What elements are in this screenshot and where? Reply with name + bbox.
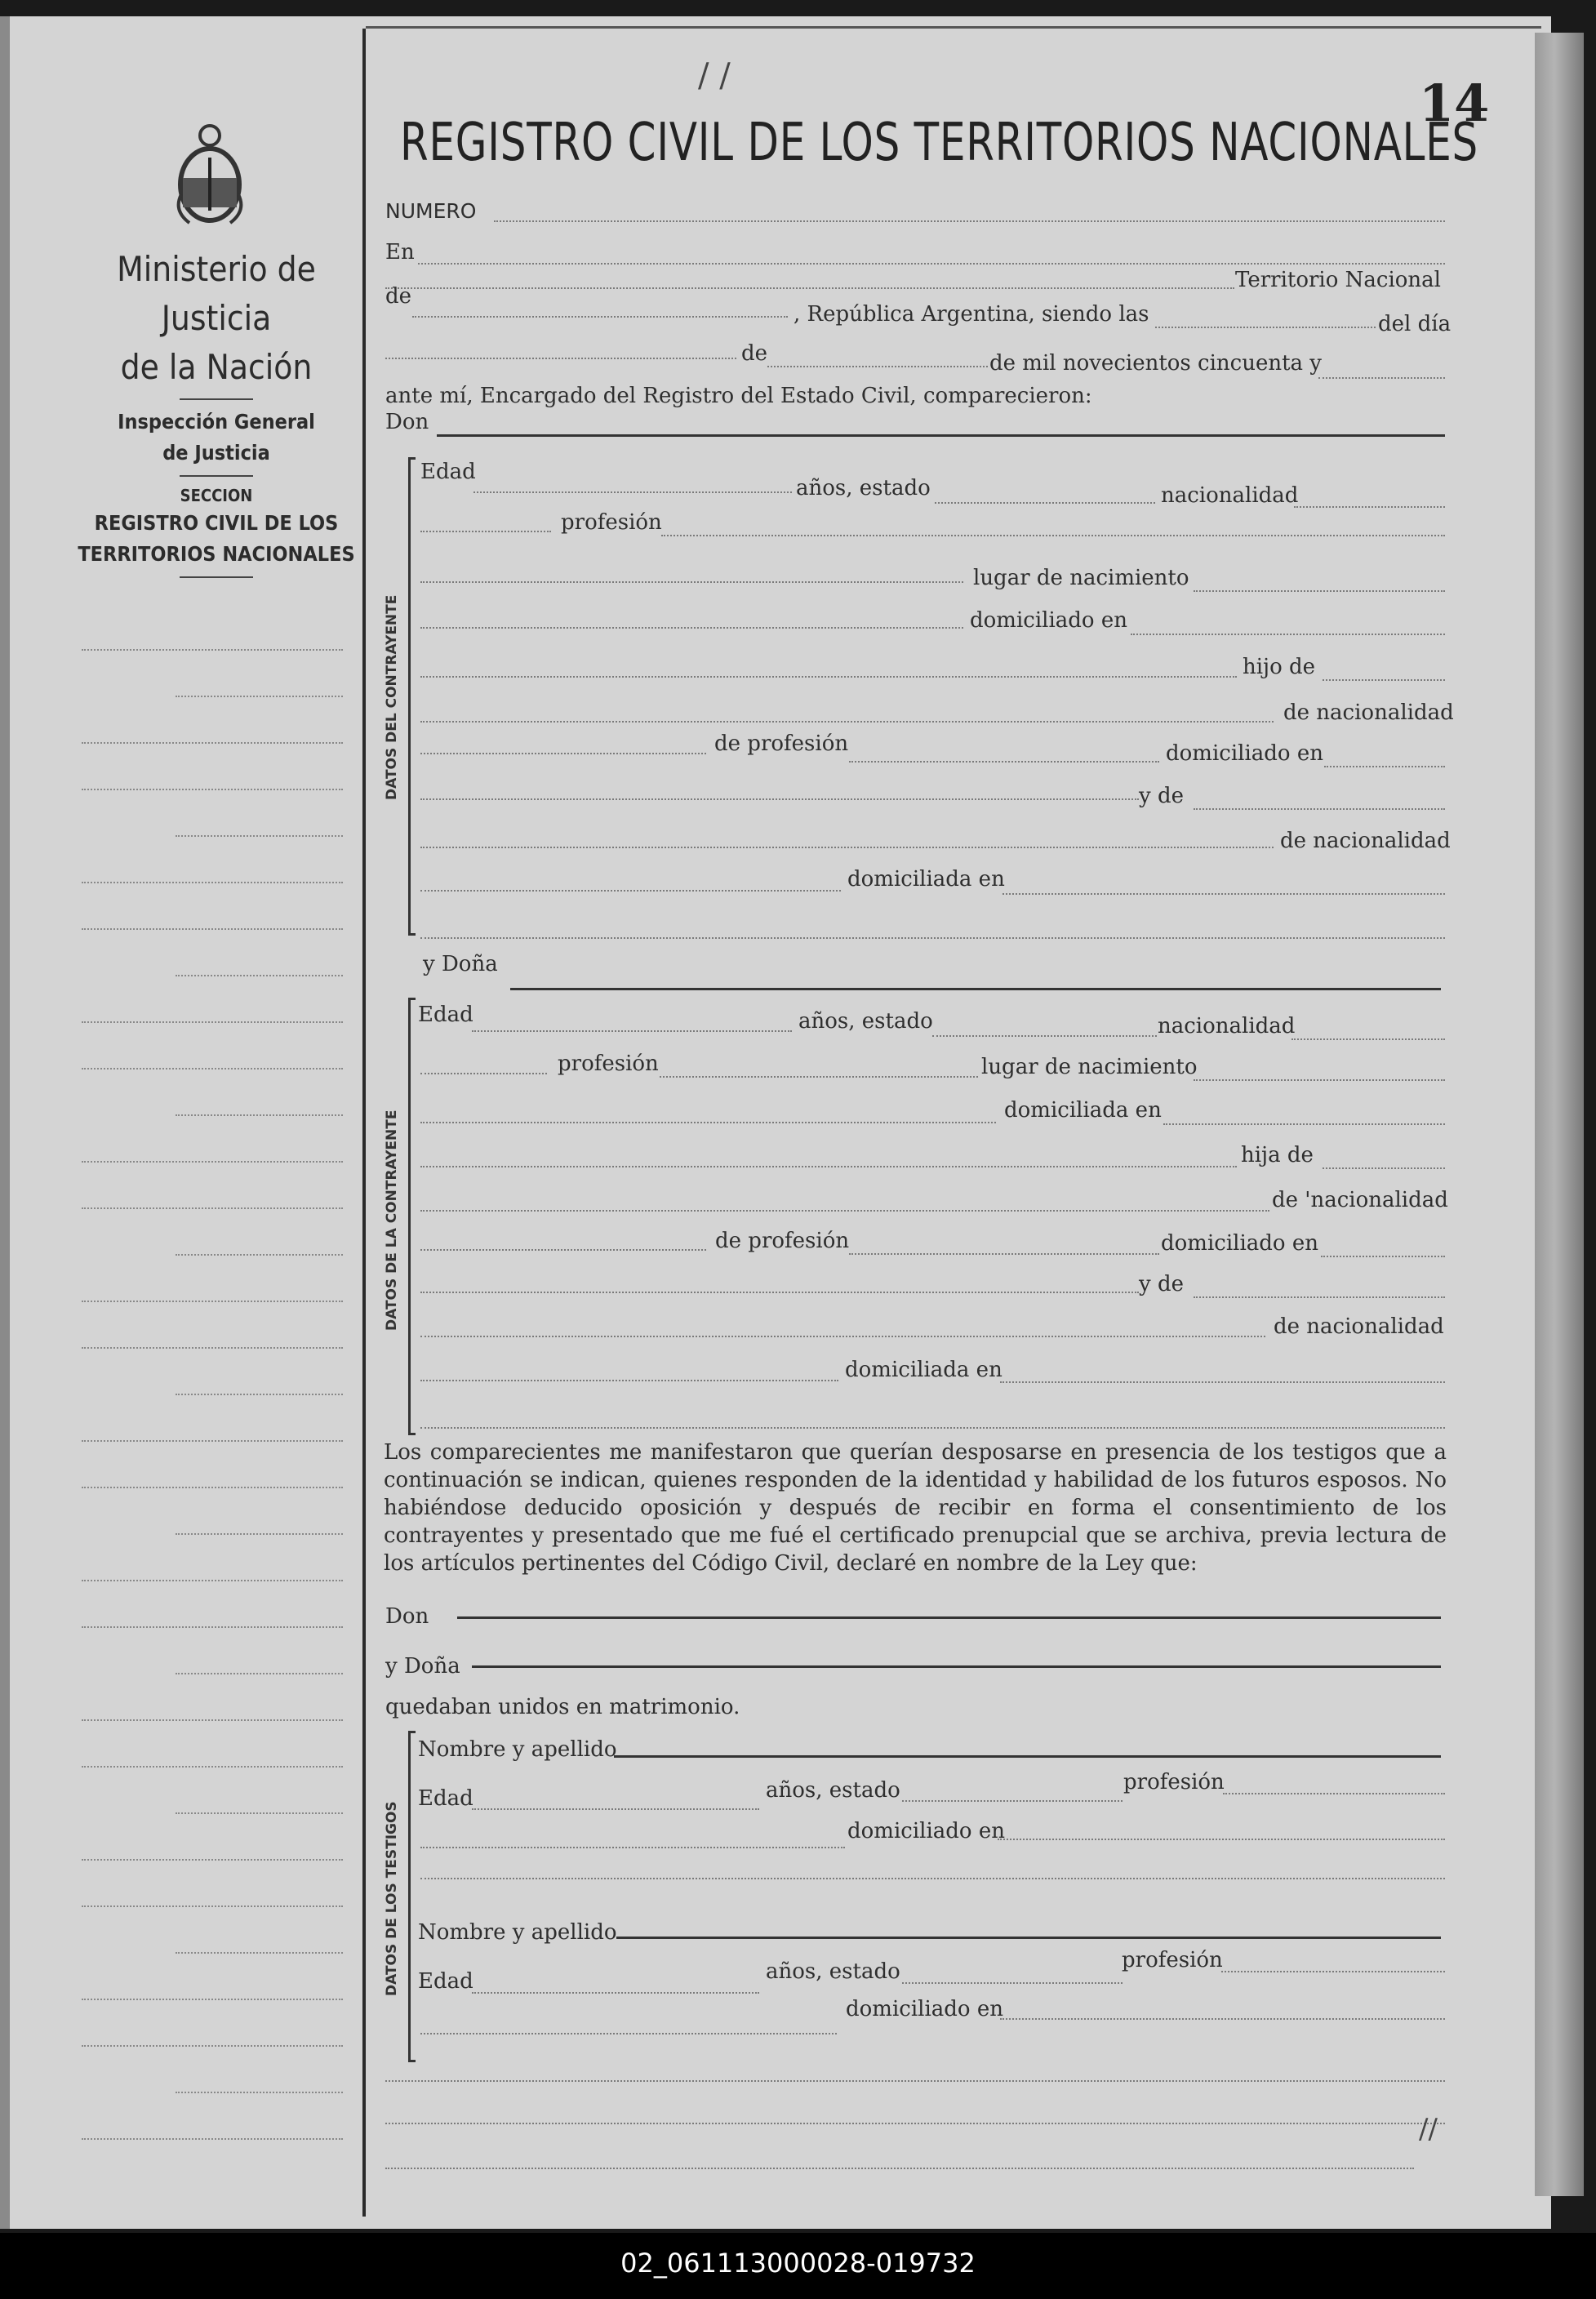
ministry-line2: de la Nación (120, 347, 313, 387)
argentina-coat-of-arms-icon (173, 121, 247, 227)
margin-line[interactable] (176, 835, 343, 838)
bride-edad-label: Edad (418, 1003, 473, 1027)
w1-nombre-label: Nombre y apellido (418, 1737, 617, 1762)
w1-domiciliado-field[interactable] (998, 1839, 1445, 1840)
form-title: REGISTRO CIVIL DE LOS TERRITORIOS NACIONALES (400, 113, 1479, 173)
margin-line[interactable] (176, 696, 343, 698)
de-label: de (385, 284, 412, 309)
witness-bracket (408, 1731, 416, 2062)
margin-line[interactable] (82, 742, 343, 745)
en-label: En (385, 240, 415, 265)
margin-line[interactable] (82, 1347, 343, 1350)
groom-vertical-label: DATOS DEL CONTRAYENTE (384, 594, 400, 800)
groom-domiciliada-field-2[interactable] (420, 937, 1445, 939)
w1-edad-label: Edad (418, 1786, 473, 1811)
margin-line[interactable] (176, 1812, 343, 1815)
bride-vertical-label: DATOS DE LA CONTRAYENTE (384, 1109, 400, 1331)
divider (180, 475, 253, 477)
bride-domiciliada-field-2[interactable] (420, 1166, 1237, 1167)
margin-line[interactable] (176, 1114, 343, 1117)
ante-label: ante mí, Encargado del Registro del Estado Civil, comparecieron: (385, 384, 1092, 408)
margin-line[interactable] (82, 789, 343, 791)
margin-line[interactable] (82, 2045, 343, 2048)
margin-line[interactable] (176, 1254, 343, 1256)
numero-field[interactable] (494, 220, 1445, 222)
w1-domiciliado-field-2[interactable] (420, 1878, 1445, 1879)
groom-madre-nacionalidad-label: de nacionalidad (1280, 829, 1451, 853)
decl-dona-label: y Doña (385, 1654, 460, 1679)
territorio-label: Territorio Nacional (1235, 268, 1441, 292)
bride-nacionalidad-field[interactable] (1291, 1038, 1445, 1040)
hora-field[interactable] (1155, 327, 1376, 328)
w1-profesion-field[interactable] (1223, 1793, 1445, 1794)
top-border (366, 26, 1541, 29)
margin-line[interactable] (82, 1068, 343, 1070)
margin-line[interactable] (82, 1905, 343, 1908)
groom-padre-nacionalidad-label: de nacionalidad (1283, 700, 1454, 725)
margin-line[interactable] (82, 1999, 343, 2001)
w1-estado-field[interactable] (902, 1800, 1123, 1802)
decl-don-field[interactable] (457, 1616, 1441, 1619)
declaration-paragraph: Los comparecientes me manifestaron que querían desposarse en presencia de los testigos que a continuación se indican, quienes responden de la identidad y habilidad de los futuros esposos. No habiéndose deducido oposición y después de recibir en forma el consentimiento de los contrayentes y presentado que me fué el certificado prenupcial que se archiva, previa lectura de los artículos pertinentes del Código Civil, declaré en nombre de la Ley que: (384, 1440, 1447, 1576)
w2-profesion-field[interactable] (1221, 1971, 1445, 1972)
closing-mark: // (1419, 2113, 1438, 2146)
margin-line[interactable] (82, 1301, 343, 1303)
groom-lugar-field[interactable] (1194, 590, 1445, 592)
w2-domicilio-field-pre[interactable] (420, 2033, 837, 2034)
inspection-line1: Inspección General (118, 410, 315, 434)
bride-profesion-label: profesión (558, 1052, 659, 1076)
groom-domiciliado-label: domiciliado en (970, 608, 1127, 633)
groom-padre-prof-field[interactable] (849, 761, 1159, 763)
groom-edad-field[interactable] (473, 491, 792, 493)
margin-line[interactable] (82, 2138, 343, 2141)
bride-domiciliada-field[interactable] (1163, 1123, 1445, 1125)
bride-profesion-field[interactable] (660, 1076, 978, 1078)
document-id: 02_061113000028-019732 (620, 2248, 976, 2279)
groom-padre-domiciliado-label: domiciliado en (1166, 741, 1323, 766)
margin-line[interactable] (82, 1021, 343, 1024)
section-line2: TERRITORIOS NACIONALES (78, 542, 355, 566)
w2-edad-field[interactable] (472, 1992, 759, 1994)
margin-line[interactable] (82, 649, 343, 651)
don-label: Don (385, 410, 429, 434)
w2-estado-field[interactable] (902, 1982, 1123, 1984)
margin-line[interactable] (176, 1394, 343, 1396)
margin-line[interactable] (82, 1487, 343, 1489)
book-binding (0, 16, 10, 2229)
bride-lugar-field-2[interactable] (420, 1122, 996, 1123)
margin-line[interactable] (82, 1440, 343, 1443)
de2-label: de (741, 341, 768, 366)
groom-domiciliada-field[interactable] (1003, 893, 1445, 895)
decl-dona-field[interactable] (472, 1665, 1441, 1668)
w2-nombre-field[interactable] (616, 1937, 1441, 1939)
groom-madre-field[interactable] (1194, 808, 1445, 810)
extra-line-3[interactable] (385, 2168, 1414, 2169)
section-line1: REGISTRO CIVIL DE LOS (94, 511, 339, 535)
del-dia-label: del día (1378, 312, 1452, 336)
margin-line[interactable] (82, 1580, 343, 1582)
groom-nacionalidad-label: nacionalidad (1161, 483, 1299, 508)
bride-padre-nacionalidad-label: de 'nacionalidad (1272, 1188, 1448, 1212)
w1-nombre-field[interactable] (614, 1755, 1441, 1758)
w2-estado-label: años, estado (766, 1959, 900, 1984)
dona-field[interactable] (510, 988, 1441, 990)
bride-madre-nacionalidad-label: de nacionalidad (1274, 1314, 1444, 1339)
bride-padre-domiciliado-label: domiciliado en (1161, 1231, 1318, 1256)
margin-line[interactable] (82, 928, 343, 931)
groom-nacionalidad-field[interactable] (1294, 506, 1445, 508)
groom-lugar-label: lugar de nacimiento (973, 566, 1189, 590)
margin-line[interactable] (82, 1207, 343, 1210)
margin-line[interactable] (176, 975, 343, 977)
w1-domiciliado-label: domiciliado en (847, 1819, 1005, 1843)
margin-line[interactable] (82, 1626, 343, 1629)
w2-domiciliado-label: domiciliado en (846, 1997, 1003, 2021)
groom-edad-label: Edad (420, 460, 476, 484)
groom-domiciliado-field-2[interactable] (420, 676, 1237, 678)
margin-line[interactable] (82, 1161, 343, 1163)
bride-lugar-label: lugar de nacimiento (981, 1055, 1198, 1079)
bride-padre-dom-field-2[interactable] (420, 1292, 1139, 1293)
bride-domiciliada2-field-2[interactable] (420, 1427, 1445, 1429)
groom-lugar-field-2[interactable] (420, 627, 963, 629)
bride-domiciliada2-field[interactable] (1000, 1381, 1445, 1383)
margin-line[interactable] (82, 1859, 343, 1861)
bride-nacionalidad-label: nacionalidad (1158, 1014, 1296, 1038)
witness-vertical-label: DATOS DE LOS TESTIGOS (384, 1801, 400, 1996)
margin-line[interactable] (176, 1952, 343, 1954)
bride-domiciliada-label: domiciliada en (1004, 1098, 1162, 1123)
section-label: SECCION (180, 486, 253, 505)
divider (180, 576, 253, 578)
quedaban-label: quedaban unidos en matrimonio. (385, 1695, 740, 1719)
groom-bracket (408, 457, 416, 936)
bride-estado-field[interactable] (932, 1035, 1157, 1037)
groom-lugar-field-pre[interactable] (420, 581, 963, 583)
en-field[interactable] (418, 263, 1445, 265)
decl-don-label: Don (385, 1604, 429, 1629)
don-field[interactable] (437, 434, 1445, 437)
groom-estado-field[interactable] (935, 502, 1155, 504)
groom-domiciliada-label: domiciliada en (847, 867, 1005, 892)
republica-label: , República Argentina, siendo las (794, 302, 1149, 327)
w2-edad-label: Edad (418, 1969, 473, 1994)
margin-line[interactable] (82, 1766, 343, 1768)
bride-padre-prof-field[interactable] (849, 1253, 1159, 1255)
en-field-2[interactable] (385, 287, 1234, 289)
w1-estado-label: años, estado (766, 1778, 900, 1803)
margin-line[interactable] (176, 1673, 343, 1675)
margin-line[interactable] (82, 882, 343, 884)
groom-profesion-label: profesión (561, 510, 662, 535)
inspection-line2: de Justicia (162, 441, 270, 465)
dona-label: y Doña (423, 952, 498, 976)
groom-hijo-field[interactable] (1323, 679, 1445, 681)
dia-field[interactable] (385, 358, 736, 359)
bride-lugar-field[interactable] (1194, 1079, 1445, 1081)
groom-estado-label: años, estado (796, 476, 931, 500)
bride-bracket (408, 998, 416, 1435)
bride-padre-profesion-label: de profesión (715, 1229, 850, 1253)
margin-line[interactable] (176, 2092, 343, 2094)
groom-padre-dom-field[interactable] (1324, 766, 1445, 767)
bride-padre-field[interactable] (420, 1210, 1269, 1212)
groom-domiciliado-field[interactable] (1131, 634, 1445, 635)
mes-field[interactable] (767, 366, 988, 367)
margin-line[interactable] (176, 1533, 343, 1536)
bride-nacionalidad-field-2[interactable] (420, 1073, 547, 1074)
anio-field[interactable] (1318, 377, 1445, 379)
groom-padre-dom-field-2[interactable] (420, 798, 1139, 800)
bride-madre-field[interactable] (1194, 1296, 1445, 1298)
bride-madre-nac-field[interactable] (420, 1380, 838, 1381)
margin-line[interactable] (82, 1719, 343, 1722)
de-field[interactable] (412, 316, 788, 318)
groom-madre-field-2[interactable] (420, 847, 1274, 848)
w1-edad-field[interactable] (472, 1808, 759, 1810)
handwritten-mark: / / (698, 57, 731, 95)
mil-label: de mil novecientos cincuenta y (989, 351, 1322, 376)
bride-domiciliada2-label: domiciliada en (845, 1358, 1003, 1382)
bride-y-de-label: y de (1139, 1272, 1184, 1296)
w2-domiciliado-field[interactable] (1000, 2018, 1445, 2020)
bride-madre-field-2[interactable] (420, 1336, 1265, 1337)
ministry-line1: Ministerio de Justicia (117, 249, 316, 338)
page-edge-stack (1535, 33, 1584, 2196)
w2-profesion-label: profesión (1122, 1948, 1223, 1972)
bride-hija-label: hija de (1241, 1143, 1314, 1167)
groom-padre-profesion-label: de profesión (714, 732, 849, 756)
extra-line-2[interactable] (385, 2123, 1445, 2124)
bride-hija-field[interactable] (1323, 1167, 1445, 1169)
w2-nombre-label: Nombre y apellido (418, 1920, 617, 1945)
groom-profesion-field[interactable] (661, 535, 1445, 536)
numero-label: NUMERO (385, 199, 477, 223)
groom-y-de-label: y de (1139, 784, 1184, 808)
groom-madre-nac-field[interactable] (420, 890, 841, 892)
groom-nacionalidad-field-2[interactable] (420, 531, 551, 532)
groom-padre-field[interactable] (420, 721, 1274, 723)
groom-hijo-label: hijo de (1243, 655, 1316, 679)
bride-estado-label: años, estado (798, 1009, 933, 1034)
groom-padre-nac-field[interactable] (420, 753, 706, 754)
page-number: 14 (1419, 73, 1490, 133)
ministry-header (57, 245, 376, 585)
bride-edad-field[interactable] (472, 1030, 792, 1032)
w1-domicilio-field-pre[interactable] (420, 1847, 845, 1848)
divider (180, 398, 253, 400)
bride-padre-dom-field[interactable] (1321, 1256, 1445, 1257)
bride-padre-nac-field[interactable] (420, 1249, 706, 1251)
footer-bar (0, 2233, 1596, 2299)
extra-line-1[interactable] (385, 2080, 1445, 2082)
w1-profesion-label: profesión (1123, 1770, 1225, 1794)
